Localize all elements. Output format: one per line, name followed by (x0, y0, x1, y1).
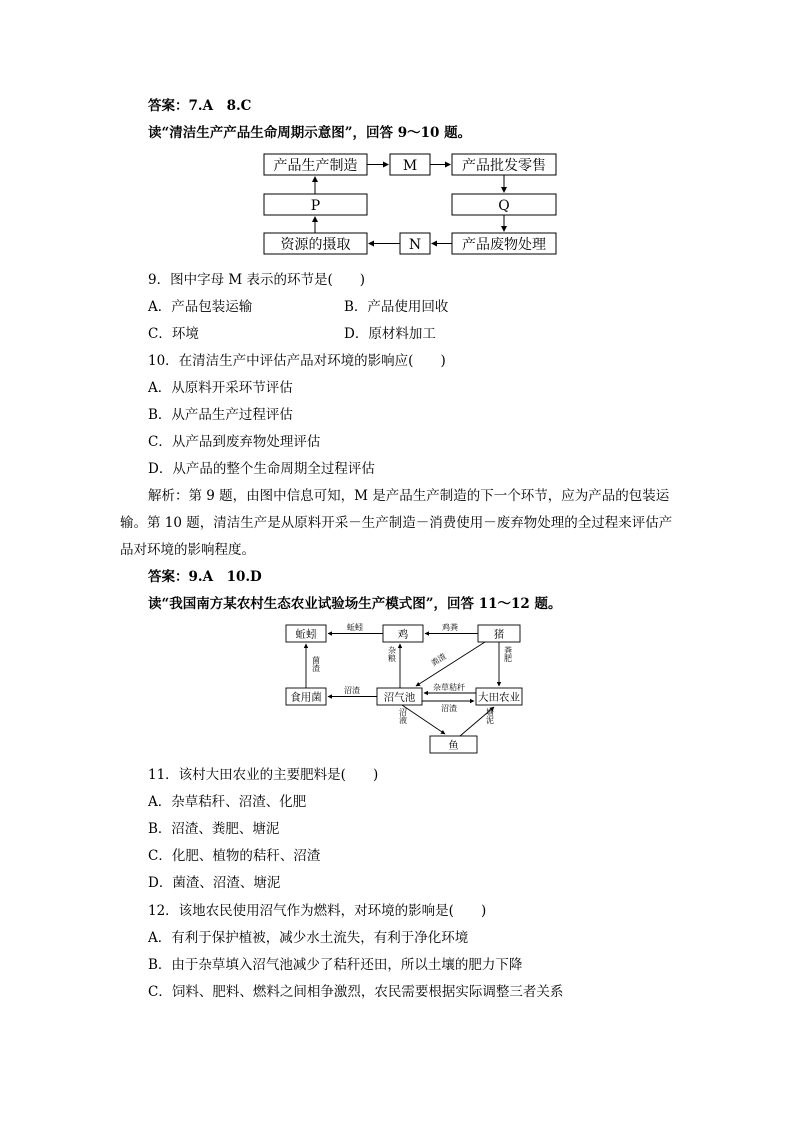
q12-option-a: A．有利于保护植被，减少水土流失，有利于净化环境 (148, 930, 469, 946)
box-m: M (402, 158, 418, 174)
node-field: 大田农业 (478, 691, 520, 704)
q11-option-a: A．杂草秸秆、沼渣、化肥 (148, 794, 307, 810)
answer-line-1: 答案：7.A 8.C (148, 98, 252, 114)
eco-agriculture-diagram (280, 620, 530, 756)
node-earthworm: 蚯蚓 (295, 628, 317, 641)
q12-option-b: B．由于杂草填入沼气池减少了秸秆还田，所以土壤的肥力下降 (148, 957, 523, 973)
intro-line-1: 读“清洁生产产品生命周期示意图”，回答 9～10 题。 (148, 125, 472, 141)
label-residue-to-mushroom: 沼渣 (344, 686, 360, 695)
label-fungus-residue: 菌渣 (311, 656, 321, 672)
label-chicken-manure: 鸡粪 (442, 623, 458, 632)
q9-option-d: D．原材料加工 (344, 326, 436, 342)
label-pig-manure: 粪肥 (503, 646, 513, 662)
q10-option-b: B．从产品生产过程评估 (148, 407, 293, 423)
label-residue-to-field: 沼渣 (441, 704, 457, 713)
q9-option-a: A．产品包装运输 (148, 299, 253, 315)
box-manufacture: 产品生产制造 (273, 158, 358, 174)
q11-option-b: B．沼渣、粪肥、塘泥 (148, 821, 280, 837)
life-cycle-diagram (260, 150, 560, 260)
q11-option-d: D．菌渣、沼渣、塘泥 (148, 875, 281, 891)
intro-line-2: 读“我国南方某农村生态农业试验场生产模式图”，回答 11～12 题。 (148, 596, 562, 612)
box-q: Q (498, 198, 510, 214)
q11-stem: 11．该村大田农业的主要肥料是( ) (148, 767, 379, 783)
node-fish: 鱼 (448, 739, 459, 752)
node-mushroom: 食用菌 (290, 691, 322, 704)
q10-stem: 10．在清洁生产中评估产品对环境的影响应( ) (148, 353, 446, 369)
q10-option-a: A．从原料开采环节评估 (148, 380, 293, 396)
node-chicken: 鸡 (397, 628, 409, 641)
answer-line-2: 答案：9.A 10.D (148, 569, 262, 585)
label-pond-mud: 塘泥 (485, 708, 495, 724)
q12-option-c: C．饲料、肥料、燃料之间相争激烈，农民需要根据实际调整三者关系 (148, 984, 564, 1000)
node-pig: 猪 (493, 628, 505, 641)
box-n: N (408, 237, 422, 253)
label-grain: 杂粮 (387, 646, 397, 662)
label-feces: 粪渣 (429, 651, 448, 669)
box-p: P (310, 198, 321, 214)
q11-option-c: C．化肥、植物的秸秆、沼渣 (148, 848, 321, 864)
box-wholesale: 产品批发零售 (462, 158, 546, 174)
analysis-paragraph: 解析：第 9 题，由图中信息可知，M 是产品生产制造的下一个环节，应为产品的包装运输。第 10 题，清洁生产是从原料开采－生产制造－消费使用－废弃物处理的全过程来评估产品对环境的影响程度。 (120, 488, 673, 558)
q9-stem: 9．图中字母 M 表示的环节是( ) (148, 272, 366, 288)
q10-option-d: D．从产品的整个生命周期全过程评估 (148, 461, 375, 477)
label-straw: 杂草秸秆 (433, 683, 465, 692)
box-waste: 产品废物处理 (462, 237, 546, 253)
q9-option-b: B．产品使用回收 (344, 299, 449, 315)
q12-stem: 12．该地农民使用沼气作为燃料，对环境的影响是( ) (148, 903, 487, 919)
q9-option-c: C．环境 (148, 326, 199, 342)
label-biogas-liquid: 沼液 (398, 708, 408, 724)
q10-option-c: C．从产品到废弃物处理评估 (148, 434, 321, 450)
label-earthworm-edge: 蚯蚓 (347, 623, 363, 632)
box-extraction: 资源的摄取 (280, 237, 351, 253)
node-biogas: 沼气池 (383, 691, 416, 704)
